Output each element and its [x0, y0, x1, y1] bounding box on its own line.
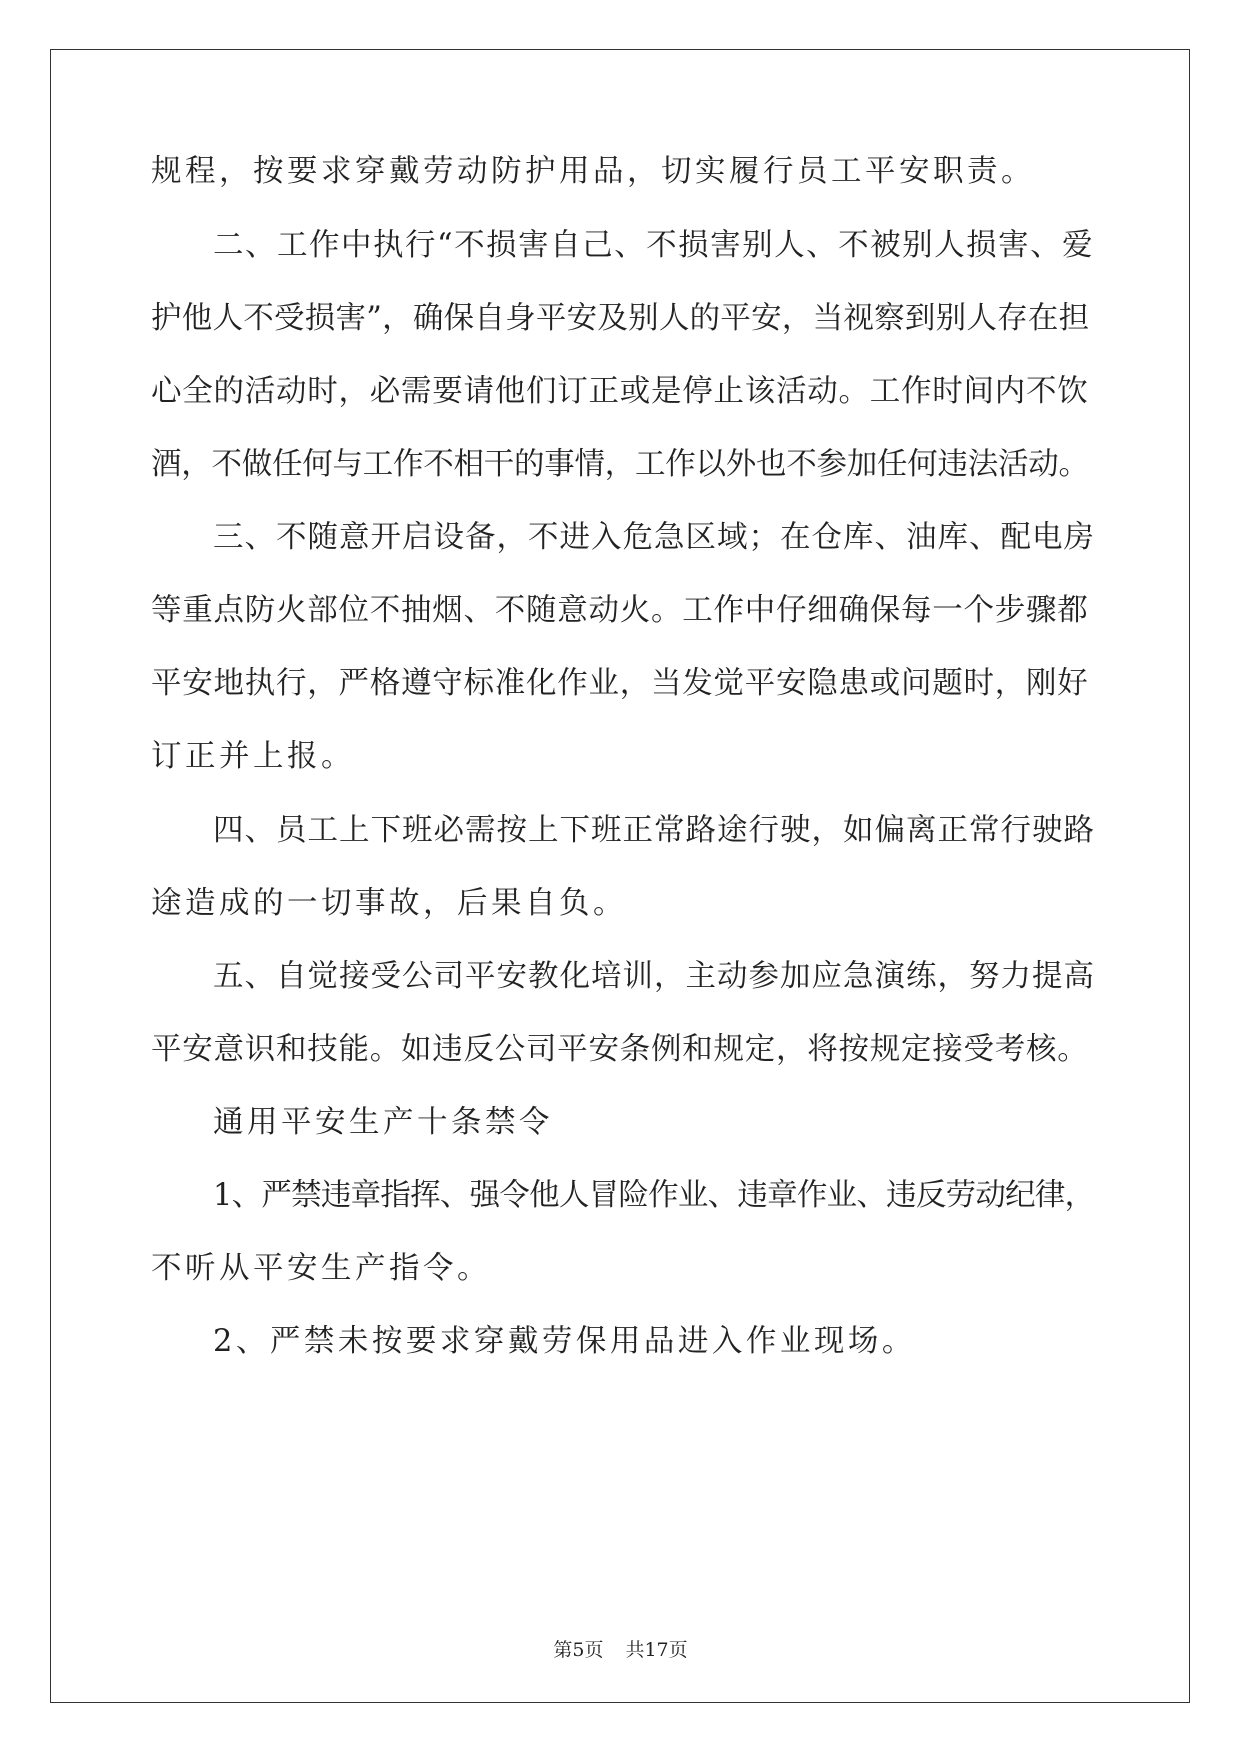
- paragraph-line: 护他人不受损害”，确保自身平安及别人的平安，当视察到别人存在担: [151, 301, 1090, 336]
- paragraph-line: 2、严禁未按要求穿戴劳保用品进入作业现场。: [213, 1324, 916, 1359]
- paragraph-line: 等重点防火部位不抽烟、不随意动火。工作中仔细确保每一个步骤都: [151, 593, 1089, 628]
- paragraph-line: 五、自觉接受公司平安教化培训，主动参加应急演练，努力提高: [213, 959, 1095, 994]
- paragraph-line: 四、员工上下班必需按上下班正常路途行驶，如偏离正常行驶路: [213, 813, 1095, 848]
- paragraph-line: 规程，按要求穿戴劳动防护用品，切实履行员工平安职责。: [151, 154, 1035, 189]
- paragraph-line: 1、严禁违章指挥、强令他人冒险作业、违章作业、违反劳动纪律，: [213, 1178, 1095, 1213]
- paragraph-line: 不听从平安生产指令。: [151, 1251, 491, 1286]
- page-total: 共17页: [625, 1639, 688, 1661]
- paragraph-line: 三、不随意开启设备，不进入危急区域；在仓库、油库、配电房: [213, 520, 1095, 555]
- paragraph-line: 二、工作中执行“不损害自己、不损害别人、不被别人损害、爱: [213, 228, 1095, 263]
- page-footer: [0, 1638, 1241, 1662]
- paragraph-line: 途造成的一切事故，后果自负。: [151, 886, 627, 921]
- paragraph-line: 订正并上报。: [151, 739, 355, 774]
- paragraph-line: 平安地执行，严格遵守标准化作业，当发觉平安隐患或问题时，刚好: [151, 666, 1089, 701]
- paragraph-line: 平安意识和技能。如违反公司平安条例和规定，将按规定接受考核。: [151, 1032, 1089, 1067]
- paragraph-line: 心全的活动时，必需要请他们订正或是停止该活动。工作时间内不饮: [151, 374, 1089, 409]
- paragraph-line: 酒，不做任何与工作不相干的事情，工作以外也不参加任何违法活动。: [151, 447, 1089, 482]
- section-heading: 通用平安生产十条禁令: [213, 1105, 553, 1140]
- page-number: 第5页: [553, 1639, 604, 1661]
- page-border: [50, 49, 1190, 1703]
